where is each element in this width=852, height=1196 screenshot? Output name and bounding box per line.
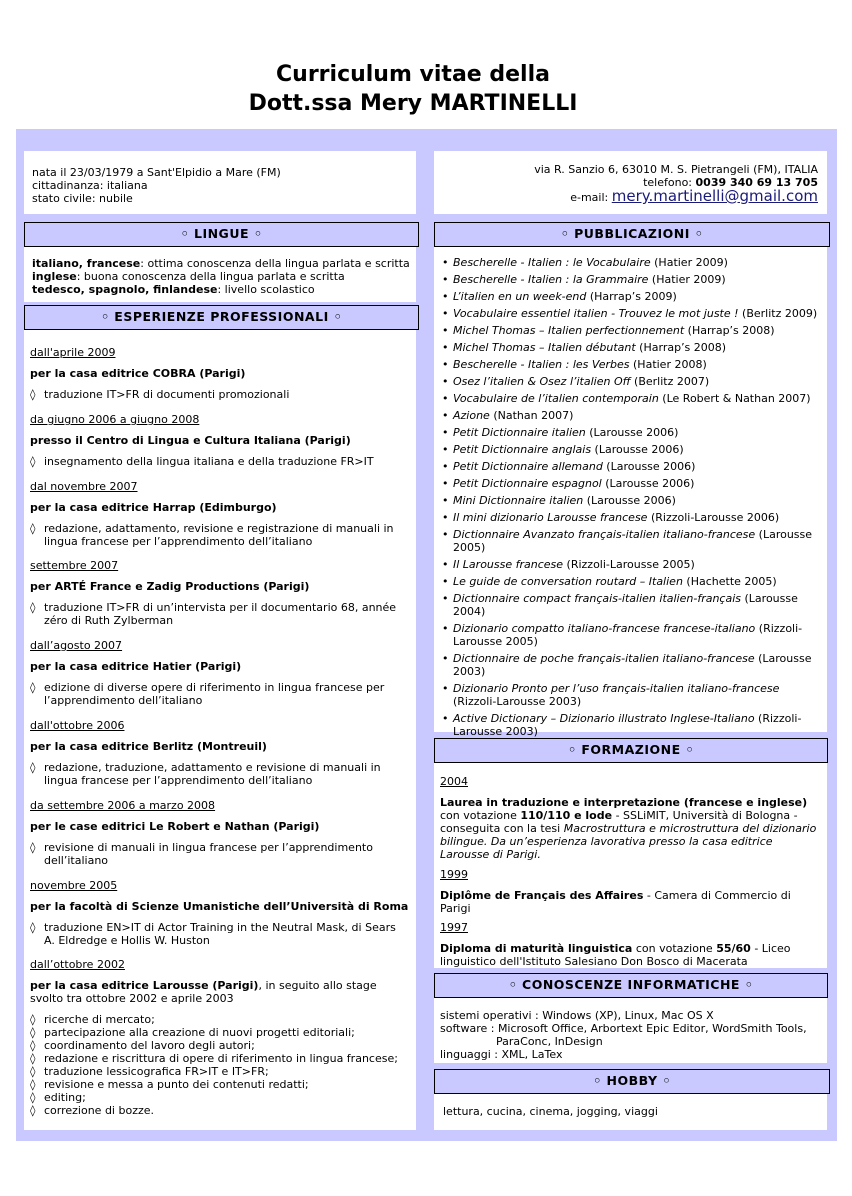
education-text xyxy=(440,796,820,861)
publication-publisher: (Larousse 2004) xyxy=(453,592,798,618)
publication-title: Mini Dictionnaire italien xyxy=(453,494,584,507)
education-title: Diploma di maturità linguistica xyxy=(440,942,633,955)
employer-note: , in seguito allo stage svolto tra ottobre 2002 e aprile 2003 xyxy=(30,979,377,1005)
employer-name: per la casa editrice Larousse (Parigi) xyxy=(30,979,259,992)
informatiche-header: ◦ CONOSCENZE INFORMATICHE ◦ xyxy=(434,973,828,998)
experience-employer xyxy=(30,979,410,1005)
pubblicazioni-list xyxy=(442,256,820,738)
education-thesis: Macrostruttura e microstruttura del dizionario bilingue. Da un’esperienza lavorativa presso la casa editrice Larousse di Parigi. xyxy=(440,822,817,861)
contact-panel: via R. Sanzio 6, 63010 M. S. Pietrangeli (FM), ITALIA telefono: 0039 340 69 13 705 e-mail: mery.martinelli@gmail.com xyxy=(434,151,827,214)
page-title: Curriculum vitae della Dott.ssa Mery MARTINELLI xyxy=(248,62,578,116)
publication-item xyxy=(442,392,820,405)
experience-task: ◊ traduzione IT>FR di documenti promozionali xyxy=(30,388,410,401)
publication-item xyxy=(442,528,820,554)
lingue-list xyxy=(32,257,412,296)
experience-task: ◊ ricerche di mercato; xyxy=(30,1013,410,1026)
education-detail: con votazione xyxy=(440,809,521,822)
experience-date: da giugno 2006 a giugno 2008 xyxy=(30,413,200,426)
experience-tasks xyxy=(30,1013,410,1117)
publication-item xyxy=(442,592,820,618)
lingua-row xyxy=(32,257,412,270)
education-entry xyxy=(440,868,820,915)
experience-employer xyxy=(30,580,410,593)
publication-title: Dictionnaire de poche français-italien italiano-francese xyxy=(453,652,755,665)
experience-entry xyxy=(30,799,410,867)
publication-publisher: (Larousse 2006) xyxy=(583,494,676,507)
experience-date: settembre 2007 xyxy=(30,559,119,572)
experience-task: ◊ traduzione EN>IT di Actor Training in the Neutral Mask, di Sears A. Eldredge e Hollis W. Huston xyxy=(30,921,410,947)
publication-title: Il Larousse francese xyxy=(453,558,564,571)
publication-title: Vocabulaire essentiel italien - Trouvez le mot juste ! xyxy=(453,307,739,320)
personal-info-panel: nata il 23/03/1979 a Sant'Elpidio a Mare (FM) cittadinanza: italiana stato civile: nubile xyxy=(24,151,416,214)
education-date: 1997 xyxy=(440,921,468,934)
education-title: Laurea in traduzione e interpretazione (francese e inglese) xyxy=(440,796,808,809)
phone-number: 0039 340 69 13 705 xyxy=(695,176,818,189)
experience-task: ◊ redazione, traduzione, adattamento e revisione di manuali in lingua francese per l’apprendimento dell’italiano xyxy=(30,761,410,787)
publication-title: Bescherelle - Italien : la Grammaire xyxy=(453,273,649,286)
publication-title: Vocabulaire de l’italien contemporain xyxy=(453,392,659,405)
experience-entry xyxy=(30,346,410,401)
publication-item xyxy=(442,409,820,422)
education-detail: con votazione xyxy=(632,942,717,955)
informatiche-text: sistemi operativi : Windows (XP), Linux, Mac OS X software : Microsoft Office, Arbortext Epic Editor, WordSmith Tools, ParaConc, InDesign linguaggi : XML, LaTex xyxy=(440,1009,807,1061)
publication-publisher: (Berlitz 2007) xyxy=(630,375,710,388)
publication-publisher: (Hatier 2009) xyxy=(648,273,726,286)
publication-item xyxy=(442,324,820,337)
address: via R. Sanzio 6, 63010 M. S. Pietrangeli (FM), ITALIA xyxy=(534,163,818,176)
experience-tasks xyxy=(30,455,410,468)
hobby-text: lettura, cucina, cinema, jogging, viaggi xyxy=(443,1105,658,1118)
experience-date: dal novembre 2007 xyxy=(30,480,138,493)
education-entry xyxy=(440,921,820,968)
employer-name: per le case editrici Le Robert e Nathan (Parigi) xyxy=(30,820,320,833)
publication-item xyxy=(442,443,820,456)
publication-publisher: (Le Robert & Nathan 2007) xyxy=(658,392,811,405)
lingua-row xyxy=(32,270,412,283)
publication-publisher: (Harrap’s 2008) xyxy=(684,324,775,337)
publication-title: Michel Thomas – Italien perfectionnement xyxy=(453,324,685,337)
education-grade: 110/110 e lode xyxy=(520,809,613,822)
publication-title: Dizionario compatto italiano-francese francese-italiano xyxy=(453,622,756,635)
publication-publisher: (Larousse 2006) xyxy=(601,477,695,490)
experience-employer xyxy=(30,434,410,447)
publication-publisher: (Larousse 2006) xyxy=(585,426,679,439)
pubblicazioni-list-wrap xyxy=(442,256,820,742)
publication-item xyxy=(442,477,820,490)
publication-title: Petit Dictionnaire anglais xyxy=(453,443,592,456)
experience-task: ◊ editing; xyxy=(30,1091,410,1104)
publication-item xyxy=(442,511,820,524)
experience-entry xyxy=(30,879,410,947)
lingue-header: ◦ LINGUE ◦ xyxy=(24,222,419,247)
publication-item xyxy=(442,358,820,371)
lingua-name: inglese xyxy=(32,270,77,283)
publication-item xyxy=(442,273,820,286)
experience-entry xyxy=(30,719,410,787)
employer-name: per ARTÉ France e Zadig Productions (Parigi) xyxy=(30,580,310,593)
publication-title: Azione xyxy=(453,409,490,422)
hobby-header: ◦ HOBBY ◦ xyxy=(434,1069,830,1094)
publication-publisher: (Larousse 2005) xyxy=(453,528,813,554)
publication-title: Michel Thomas – Italien débutant xyxy=(453,341,636,354)
experience-employer xyxy=(30,900,410,913)
formazione-header: ◦ FORMAZIONE ◦ xyxy=(434,738,828,763)
experience-task: ◊ edizione di diverse opere di riferimento in lingua francese per l’apprendimento dell’italiano xyxy=(30,681,410,707)
publication-item xyxy=(442,256,820,269)
experience-task: ◊ correzione di bozze. xyxy=(30,1104,410,1117)
experience-employer xyxy=(30,740,410,753)
experience-tasks xyxy=(30,761,410,787)
experience-task: ◊ traduzione lessicografica FR>IT e IT>FR; xyxy=(30,1065,410,1078)
experience-task: ◊ redazione e riscrittura di opere di riferimento in lingua francese; xyxy=(30,1052,410,1065)
publication-title: Osez l’italien & Osez l’italien Off xyxy=(453,375,631,388)
publication-title: L’italien en un week-end xyxy=(453,290,587,303)
education-grade: 55/60 xyxy=(716,942,751,955)
experience-task: ◊ coordinamento del lavoro degli autori; xyxy=(30,1039,410,1052)
lingua-name: italiano, francese xyxy=(32,257,141,270)
publication-title: Le guide de conversation routard – Italien xyxy=(453,575,683,588)
publication-publisher: (Hachette 2005) xyxy=(682,575,777,588)
experience-task: ◊ revisione e messa a punto dei contenuti redatti; xyxy=(30,1078,410,1091)
publication-publisher: (Rizzoli-Larousse 2003) xyxy=(453,695,582,708)
publication-publisher: (Harrap’s 2009) xyxy=(586,290,677,303)
education-date: 1999 xyxy=(440,868,468,881)
education-detail: - SSLiMIT, Università di Bologna - conseguita con la tesi xyxy=(440,809,798,835)
publication-publisher: (Larousse 2006) xyxy=(591,443,684,456)
lingua-level: : livello scolastico xyxy=(217,283,315,296)
publication-title: Dictionnaire Avanzato français-italien italiano-francese xyxy=(453,528,756,541)
experience-tasks xyxy=(30,388,410,401)
publication-title: Petit Dictionnaire italien xyxy=(453,426,586,439)
employer-name: per la casa editrice COBRA (Parigi) xyxy=(30,367,246,380)
publication-item xyxy=(442,558,820,571)
publication-title: Dictionnaire compact français-italien italien-français xyxy=(453,592,741,605)
pubblicazioni-header: ◦ PUBBLICAZIONI ◦ xyxy=(434,222,830,247)
experience-employer xyxy=(30,367,410,380)
publication-item xyxy=(442,341,820,354)
experience-employer xyxy=(30,660,410,673)
publication-publisher: (Rizzoli-Larousse 2003) xyxy=(453,712,802,738)
education-detail: - Camera di Commercio di Parigi xyxy=(440,889,791,915)
experience-tasks xyxy=(30,921,410,947)
experience-task: ◊ insegnamento della lingua italiana e della traduzione FR>IT xyxy=(30,455,410,468)
experience-task: ◊ revisione di manuali in lingua francese per l’apprendimento dell’italiano xyxy=(30,841,410,867)
education-title: Diplôme de Français des Affaires xyxy=(440,889,644,902)
publication-item xyxy=(442,682,820,708)
publication-publisher: (Larousse 2006) xyxy=(602,460,696,473)
employer-name: presso il Centro di Lingua e Cultura Italiana (Parigi) xyxy=(30,434,351,447)
publication-item xyxy=(442,575,820,588)
experience-date: dall'ottobre 2006 xyxy=(30,719,125,732)
lingua-row xyxy=(32,283,412,296)
experience-tasks xyxy=(30,841,410,867)
experience-date: dall’agosto 2007 xyxy=(30,639,123,652)
experience-tasks xyxy=(30,681,410,707)
experience-date: dall’ottobre 2002 xyxy=(30,958,125,971)
publication-title: Il mini dizionario Larousse francese xyxy=(453,511,648,524)
experience-entry xyxy=(30,639,410,707)
publication-publisher: (Larousse 2003) xyxy=(453,652,812,678)
education-entry xyxy=(440,775,820,861)
experience-task: ◊ redazione, adattamento, revisione e registrazione di manuali in lingua francese per l’apprendimento dell’italiano xyxy=(30,522,410,548)
experience-entry xyxy=(30,480,410,548)
publication-publisher: (Berlitz 2009) xyxy=(738,307,818,320)
publication-title: Bescherelle - Italien : les Verbes xyxy=(453,358,630,371)
publication-item xyxy=(442,494,820,507)
experience-task: ◊ partecipazione alla creazione di nuovi progetti editoriali; xyxy=(30,1026,410,1039)
employer-name: per la facoltà di Scienze Umanistiche dell’Università di Roma xyxy=(30,900,409,913)
experience-entry xyxy=(30,559,410,627)
experience-employer xyxy=(30,501,410,514)
experience-task: ◊ traduzione IT>FR di un’intervista per il documentario 68, année zéro di Ruth Zylberman xyxy=(30,601,410,627)
publication-title: Petit Dictionnaire allemand xyxy=(453,460,603,473)
employer-name: per la casa editrice Berlitz (Montreuil) xyxy=(30,740,267,753)
lingua-level: : buona conoscenza della lingua parlata e scritta xyxy=(76,270,345,283)
lingua-level: : ottima conoscenza della lingua parlata e scritta xyxy=(140,257,410,270)
publication-publisher: (Rizzoli-Larousse 2005) xyxy=(563,558,695,571)
esperienze-header: ◦ ESPERIENZE PROFESSIONALI ◦ xyxy=(24,305,419,330)
publication-item xyxy=(442,290,820,303)
publication-item xyxy=(442,460,820,473)
publication-title: Dizionario Pronto per l’uso français-italien italiano-francese xyxy=(453,682,780,695)
education-text xyxy=(440,889,820,915)
publication-item xyxy=(442,622,820,648)
publication-item xyxy=(442,307,820,320)
employer-name: per la casa editrice Hatier (Parigi) xyxy=(30,660,242,673)
experience-entry xyxy=(30,413,410,468)
publication-publisher: (Harrap’s 2008) xyxy=(635,341,727,354)
education-detail: - Liceo linguistico dell'Istituto Salesiano Don Bosco di Macerata xyxy=(440,942,791,968)
education-text xyxy=(440,942,820,968)
lingua-name: tedesco, spagnolo, finlandese xyxy=(32,283,218,296)
employer-name: per la casa editrice Harrap (Edimburgo) xyxy=(30,501,277,514)
publication-title: Active Dictionary – Dizionario illustrato Inglese-Italiano xyxy=(453,712,755,725)
education-date: 2004 xyxy=(440,775,468,788)
experience-employer xyxy=(30,820,410,833)
publication-publisher: (Hatier 2009) xyxy=(650,256,728,269)
experience-tasks xyxy=(30,601,410,627)
publication-item xyxy=(442,375,820,388)
email-link[interactable]: mery.martinelli@gmail.com xyxy=(611,187,818,205)
publication-title: Petit Dictionnaire espagnol xyxy=(453,477,602,490)
publication-publisher: (Rizzoli-Larousse 2006) xyxy=(647,511,780,524)
publication-title: Bescherelle - Italien : le Vocabulaire xyxy=(453,256,651,269)
publication-item xyxy=(442,712,820,738)
experience-tasks xyxy=(30,522,410,548)
experience-date: dall'aprile 2009 xyxy=(30,346,116,359)
experience-entry xyxy=(30,958,410,1117)
publication-publisher: (Nathan 2007) xyxy=(489,409,574,422)
publication-publisher: (Hatier 2008) xyxy=(629,358,707,371)
publication-publisher: (Rizzoli-Larousse 2005) xyxy=(453,622,803,648)
experience-date: da settembre 2006 a marzo 2008 xyxy=(30,799,216,812)
experience-date: novembre 2005 xyxy=(30,879,118,892)
publication-item xyxy=(442,426,820,439)
publication-item xyxy=(442,652,820,678)
